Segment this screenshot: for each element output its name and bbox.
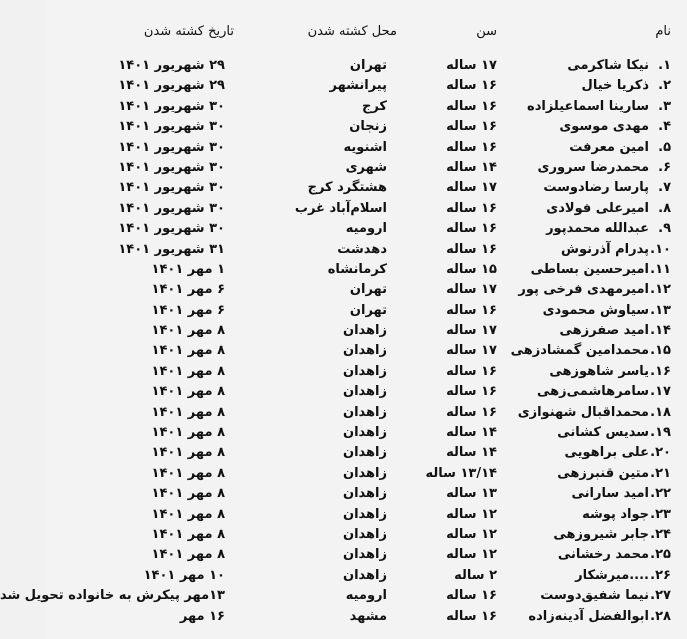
row-date: ۱۶ مهر — [179, 608, 225, 624]
table-row — [47, 505, 687, 525]
table-row — [47, 76, 687, 96]
row-number: ۱۱. — [650, 261, 671, 277]
row-name: سامرهاشمی‌زهی — [537, 384, 649, 400]
row-age: ۱۶ ساله — [446, 588, 497, 604]
row-name: پدرام آذرنوش — [561, 241, 649, 257]
row-name: امیرحسین بساطی — [530, 261, 649, 277]
row-place: زاهدان — [342, 567, 387, 583]
table-row — [47, 423, 687, 443]
row-age: ۱۳ ساله — [446, 486, 497, 502]
row-place: مشهد — [349, 608, 387, 624]
row-place: زاهدان — [342, 526, 387, 542]
row-place: زاهدان — [342, 343, 387, 359]
row-age: ۱۴ ساله — [446, 425, 497, 441]
row-number: ۴. — [658, 119, 671, 135]
row-date: ۸ مهر ۱۴۰۱ — [151, 547, 225, 563]
row-place: زاهدان — [342, 486, 387, 502]
row-age: ۱۴ ساله — [446, 445, 497, 461]
row-place: زاهدان — [342, 384, 387, 400]
row-date: ۶ مهر ۱۴۰۱ — [151, 282, 225, 298]
row-place: ارومیه — [345, 221, 387, 237]
row-age: ۱۵ ساله — [446, 261, 497, 277]
row-number: ۲۰. — [650, 445, 671, 461]
row-number: ۱۳. — [650, 302, 671, 318]
table-row — [47, 178, 687, 198]
row-age: ۲ ساله — [454, 567, 497, 583]
table-row — [47, 158, 687, 178]
row-name: امین معرفت — [569, 139, 649, 155]
row-place: دهدشت — [337, 241, 387, 257]
row-place: شهری — [345, 159, 387, 175]
row-age: ۱۶ ساله — [446, 404, 497, 420]
row-number: ۲۷. — [650, 588, 671, 604]
row-place: زاهدان — [342, 445, 387, 461]
table-row — [47, 117, 687, 137]
row-name: محمدرضا سروری — [537, 159, 649, 175]
row-age: ۱۶ ساله — [446, 241, 497, 257]
row-date: ۸ مهر ۱۴۰۱ — [151, 384, 225, 400]
row-date: ۸ مهر ۱۴۰۱ — [151, 363, 225, 379]
row-date: ۸ مهر ۱۴۰۱ — [151, 343, 225, 359]
row-place: زاهدان — [342, 465, 387, 481]
table-row — [47, 525, 687, 545]
table-row — [47, 362, 687, 382]
row-place: تهران — [349, 302, 387, 318]
header-age: سن — [476, 24, 497, 39]
row-age: ۱۷ ساله — [446, 58, 497, 73]
row-number: ۱۸. — [650, 404, 671, 420]
row-name: امید صفرزهی — [559, 323, 649, 339]
row-date: ۸ مهر ۱۴۰۱ — [151, 486, 225, 502]
row-age: ۱۷ ساله — [446, 343, 497, 359]
table-row — [47, 280, 687, 300]
table-header — [47, 24, 687, 44]
row-number: ۱۴. — [650, 323, 671, 339]
row-name: متین قنبرزهی — [557, 465, 649, 481]
row-number: ۱. — [658, 58, 671, 73]
row-place: زاهدان — [342, 425, 387, 441]
row-number: ۲۶. — [650, 567, 671, 583]
row-number: ۱۹. — [650, 425, 671, 441]
row-date: ۱۰ مهر ۱۴۰۱ — [143, 567, 225, 583]
row-name: سیاوش محمودی — [542, 302, 649, 318]
row-date: ۳۰ شهریور ۱۴۰۱ — [118, 159, 225, 175]
row-place: تهران — [349, 58, 387, 73]
row-number: ۱۷. — [650, 384, 671, 400]
row-number: ۲. — [658, 78, 671, 94]
row-date: ۸ مهر ۱۴۰۱ — [151, 404, 225, 420]
row-name: جواد پوشه — [582, 506, 649, 522]
row-number: ۱۵. — [650, 343, 671, 359]
row-age: ۱۶ ساله — [446, 363, 497, 379]
row-number: ۶. — [658, 159, 671, 175]
row-name: علی براهویی — [564, 445, 649, 461]
header-place: محل کشته شدن — [307, 24, 397, 39]
row-name: سدیس کشانی — [557, 425, 649, 441]
row-name: امیرمهدی فرخی پور — [518, 282, 649, 298]
row-place: هشتگرد کرج — [307, 180, 387, 196]
row-name: ابوالفضل آدینه‌زاده — [528, 608, 649, 624]
row-name: ....میرشکار — [575, 567, 649, 583]
table-row — [47, 607, 687, 627]
row-number: ۸. — [658, 200, 671, 216]
row-number: ۷. — [658, 180, 671, 196]
table-row — [47, 301, 687, 321]
row-date: ۲۹ شهریور ۱۴۰۱ — [118, 58, 225, 73]
row-age: ۱۷ ساله — [446, 323, 497, 339]
row-date: ۸ مهر ۱۴۰۱ — [151, 465, 225, 481]
table-row — [47, 341, 687, 361]
row-date: ۸ مهر ۱۴۰۱ — [151, 526, 225, 542]
row-number: ۲۱. — [650, 465, 671, 481]
table-row — [47, 138, 687, 158]
row-number: ۱۶. — [650, 363, 671, 379]
row-date: ۳۰ شهریور ۱۴۰۱ — [118, 221, 225, 237]
row-place: کرج — [361, 98, 387, 114]
table-row — [47, 464, 687, 484]
row-date: ۳۰ شهریور ۱۴۰۱ — [118, 119, 225, 135]
table-row — [47, 321, 687, 341]
table-row — [47, 443, 687, 463]
row-name: جابر شیروزهی — [553, 526, 649, 542]
row-place: زاهدان — [342, 506, 387, 522]
row-number: ۹. — [658, 221, 671, 237]
row-age: ۱۶ ساله — [446, 119, 497, 135]
row-name: ذکریا خیال — [581, 78, 649, 94]
table-row — [47, 403, 687, 423]
row-age: ۱۷ ساله — [446, 282, 497, 298]
row-name: امیرعلی فولادی — [546, 200, 649, 216]
row-date: ۸ مهر ۱۴۰۱ — [151, 445, 225, 461]
table-row — [47, 484, 687, 504]
row-name: محمدامین گمشادزهی — [510, 343, 649, 359]
row-date: ۱۳مهر پیکرش به خانواده تحویل شد — [0, 588, 225, 604]
row-place: زاهدان — [342, 363, 387, 379]
row-age: ۱۶ ساله — [446, 384, 497, 400]
row-age: ۱۴ ساله — [446, 159, 497, 175]
row-place: زاهدان — [342, 404, 387, 420]
table-row — [47, 219, 687, 239]
table-row — [47, 97, 687, 117]
row-place: تهران — [349, 282, 387, 298]
row-name: عبدالله محمدپور — [546, 221, 649, 237]
table-body — [0, 56, 687, 627]
table-row — [47, 545, 687, 565]
row-place: پیرانشهر — [329, 78, 387, 94]
row-age: ۱۷ ساله — [446, 180, 497, 196]
row-name: سارینا اسماعیلزاده — [527, 98, 649, 114]
row-name: امید سارانی — [571, 486, 649, 502]
row-date: ۳۰ شهریور ۱۴۰۱ — [118, 180, 225, 196]
row-date: ۳۰ شهریور ۱۴۰۱ — [118, 98, 225, 114]
row-place: کرمانشاه — [327, 261, 387, 277]
row-name: محمد رخشانی — [557, 547, 649, 563]
row-number: ۲۳. — [650, 506, 671, 522]
row-date: ۸ مهر ۱۴۰۱ — [151, 506, 225, 522]
row-number: ۱۲. — [650, 282, 671, 298]
row-age: ۱۳/۱۴ ساله — [425, 465, 497, 481]
row-place: زاهدان — [342, 323, 387, 339]
row-name: محمداقبال شهنوازی — [517, 404, 649, 420]
row-age: ۱۶ ساله — [446, 98, 497, 114]
table-row — [47, 260, 687, 280]
row-age: ۱۶ ساله — [446, 200, 497, 216]
row-number: ۲۴. — [650, 526, 671, 542]
table-row — [47, 56, 687, 76]
row-age: ۱۶ ساله — [446, 608, 497, 624]
row-place: زنجان — [349, 119, 387, 135]
row-age: ۱۶ ساله — [446, 302, 497, 318]
table-row — [47, 199, 687, 219]
header-name: نام — [655, 24, 671, 39]
row-name: یاسر شاهوزهی — [549, 363, 649, 379]
row-name: نیکا شاکرمی — [567, 58, 649, 73]
row-name: مهدی موسوی — [559, 119, 649, 135]
row-date: ۳۰ شهریور ۱۴۰۱ — [118, 200, 225, 216]
row-date: ۶ مهر ۱۴۰۱ — [151, 302, 225, 318]
row-age: ۱۶ ساله — [446, 221, 497, 237]
row-age: ۱۲ ساله — [446, 506, 497, 522]
table-row — [0, 586, 687, 606]
row-place: اشنویه — [343, 139, 387, 155]
row-name: پارسا رضادوست — [543, 180, 649, 196]
row-number: ۱۰. — [650, 241, 671, 257]
row-age: ۱۶ ساله — [446, 78, 497, 94]
row-date: ۸ مهر ۱۴۰۱ — [151, 323, 225, 339]
row-name: نیما شفیق‌دوست — [540, 588, 649, 604]
table-row — [47, 240, 687, 260]
row-number: ۵. — [658, 139, 671, 155]
row-number: ۲۲. — [650, 486, 671, 502]
row-place: ارومیه — [345, 588, 387, 604]
row-place: زاهدان — [342, 547, 387, 563]
row-date: ۱ مهر ۱۴۰۱ — [151, 261, 225, 277]
row-number: ۲۵. — [650, 547, 671, 563]
row-place: اسلام‌آباد غرب — [294, 200, 387, 216]
row-date: ۳۰ شهریور ۱۴۰۱ — [118, 139, 225, 155]
table-row — [47, 566, 687, 586]
row-date: ۲۹ شهریور ۱۴۰۱ — [118, 78, 225, 94]
table-row — [47, 382, 687, 402]
row-number: ۲۸. — [650, 608, 671, 624]
row-age: ۱۶ ساله — [446, 139, 497, 155]
row-date: ۳۱ شهریور ۱۴۰۱ — [118, 241, 225, 257]
row-number: ۳. — [658, 98, 671, 114]
header-date: تاریخ کشته شدن — [143, 24, 234, 39]
row-date: ۸ مهر ۱۴۰۱ — [151, 425, 225, 441]
row-age: ۱۲ ساله — [446, 547, 497, 563]
row-age: ۱۲ ساله — [446, 526, 497, 542]
